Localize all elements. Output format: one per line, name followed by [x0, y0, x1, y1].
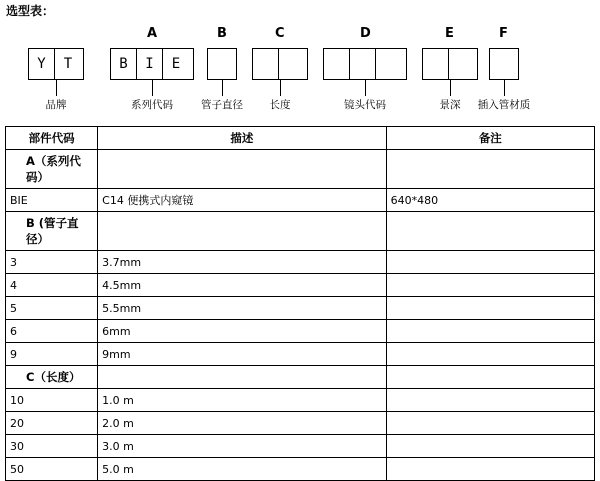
table-body: [6, 150, 595, 481]
cell-note: 640*480: [386, 189, 594, 212]
group-caption: 品牌: [45, 99, 67, 111]
table-header-row: [6, 127, 595, 150]
column-header-code: 部件代码: [6, 127, 98, 150]
code-cell: [423, 49, 449, 79]
cell-code: 4: [6, 274, 98, 297]
code-cell: [208, 49, 234, 79]
cell-code: 3: [6, 251, 98, 274]
cell-note: [386, 251, 594, 274]
table-row: [6, 251, 595, 274]
cell-description: 5.0 m: [98, 458, 386, 481]
group-letter-a: A: [147, 26, 158, 41]
group-label: C（长度）: [6, 366, 98, 389]
cell-note: [386, 458, 594, 481]
column-header-note: 备注: [386, 127, 594, 150]
selection-table: [5, 126, 595, 481]
leader-line: [365, 80, 366, 96]
group-letter-d: D: [360, 26, 371, 41]
code-cell: [490, 49, 516, 79]
group-caption: 管子直径: [201, 99, 243, 111]
group-caption: 镜头代码: [344, 99, 386, 111]
table-group-row: [6, 212, 595, 251]
group-caption: 系列代码: [131, 99, 173, 111]
cell-note: [386, 343, 594, 366]
code-cell: Y: [29, 49, 55, 79]
table-head: [6, 127, 595, 150]
group-caption: 插入管材质: [477, 99, 531, 111]
cell-note: [386, 274, 594, 297]
group-letter-c: C: [275, 26, 285, 41]
table-row: [6, 458, 595, 481]
table-row: [6, 435, 595, 458]
column-header-description: 描述: [98, 127, 386, 150]
cell-note: [386, 389, 594, 412]
group-letter-f: F: [499, 26, 508, 41]
group-desc-cell: [98, 366, 386, 389]
leader-line: [450, 80, 451, 96]
code-cell: [376, 49, 402, 79]
cell-description: 9mm: [98, 343, 386, 366]
code-group-3: [252, 48, 308, 80]
cell-description: 4.5mm: [98, 274, 386, 297]
group-letter-b: B: [217, 26, 227, 41]
cell-description: 3.7mm: [98, 251, 386, 274]
group-label: B (管子直径）: [6, 212, 98, 251]
cell-description: 1.0 m: [98, 389, 386, 412]
cell-code: 10: [6, 389, 98, 412]
group-caption: 长度: [269, 99, 291, 111]
cell-code: 20: [6, 412, 98, 435]
code-cell: E: [171, 56, 181, 72]
code-cell: I: [137, 49, 163, 79]
group-caption: 景深: [439, 99, 461, 111]
cell-code: 9: [6, 343, 98, 366]
table-row: [6, 412, 595, 435]
cell-note: [386, 297, 594, 320]
leader-line: [504, 80, 505, 96]
code-cell: [449, 49, 475, 79]
model-code-diagram: [0, 18, 600, 114]
cell-description: 6mm: [98, 320, 386, 343]
code-cell: [279, 49, 305, 79]
cell-note: [386, 435, 594, 458]
group-letter-e: E: [445, 26, 454, 41]
code-group-0: [28, 48, 84, 80]
table-row: [6, 389, 595, 412]
leader-line: [152, 80, 153, 96]
cell-note: [386, 412, 594, 435]
table-row: [6, 297, 595, 320]
cell-code: 6: [6, 320, 98, 343]
group-note-cell: [386, 150, 594, 189]
cell-description: 2.0 m: [98, 412, 386, 435]
table-group-row: [6, 150, 595, 189]
code-cell: [350, 49, 376, 79]
code-group-1: [110, 48, 194, 80]
group-note-cell: [386, 212, 594, 251]
leader-line: [56, 80, 57, 96]
cell-description: C14 便携式内窥镜: [98, 189, 386, 212]
code-group-2: [207, 48, 237, 80]
group-label: A（系列代码）: [6, 150, 98, 189]
cell-code: 30: [6, 435, 98, 458]
leader-line: [222, 80, 223, 96]
group-desc-cell: [98, 212, 386, 251]
code-group-5: [422, 48, 478, 80]
cell-note: [386, 320, 594, 343]
table-row: [6, 274, 595, 297]
table-row: [6, 189, 595, 212]
code-cell: T: [63, 56, 73, 72]
table-group-row: [6, 366, 595, 389]
leader-line: [280, 80, 281, 96]
cell-code: 50: [6, 458, 98, 481]
code-cell: [324, 49, 350, 79]
group-note-cell: [386, 366, 594, 389]
cell-description: 3.0 m: [98, 435, 386, 458]
code-cell: [253, 49, 279, 79]
table-row: [6, 343, 595, 366]
cell-code: BIE: [6, 189, 98, 212]
cell-code: 5: [6, 297, 98, 320]
code-group-4: [323, 48, 407, 80]
cell-description: 5.5mm: [98, 297, 386, 320]
code-group-6: [489, 48, 519, 80]
page-title: 选型表：: [6, 4, 55, 18]
code-cell: B: [111, 49, 137, 79]
group-desc-cell: [98, 150, 386, 189]
table-row: [6, 320, 595, 343]
